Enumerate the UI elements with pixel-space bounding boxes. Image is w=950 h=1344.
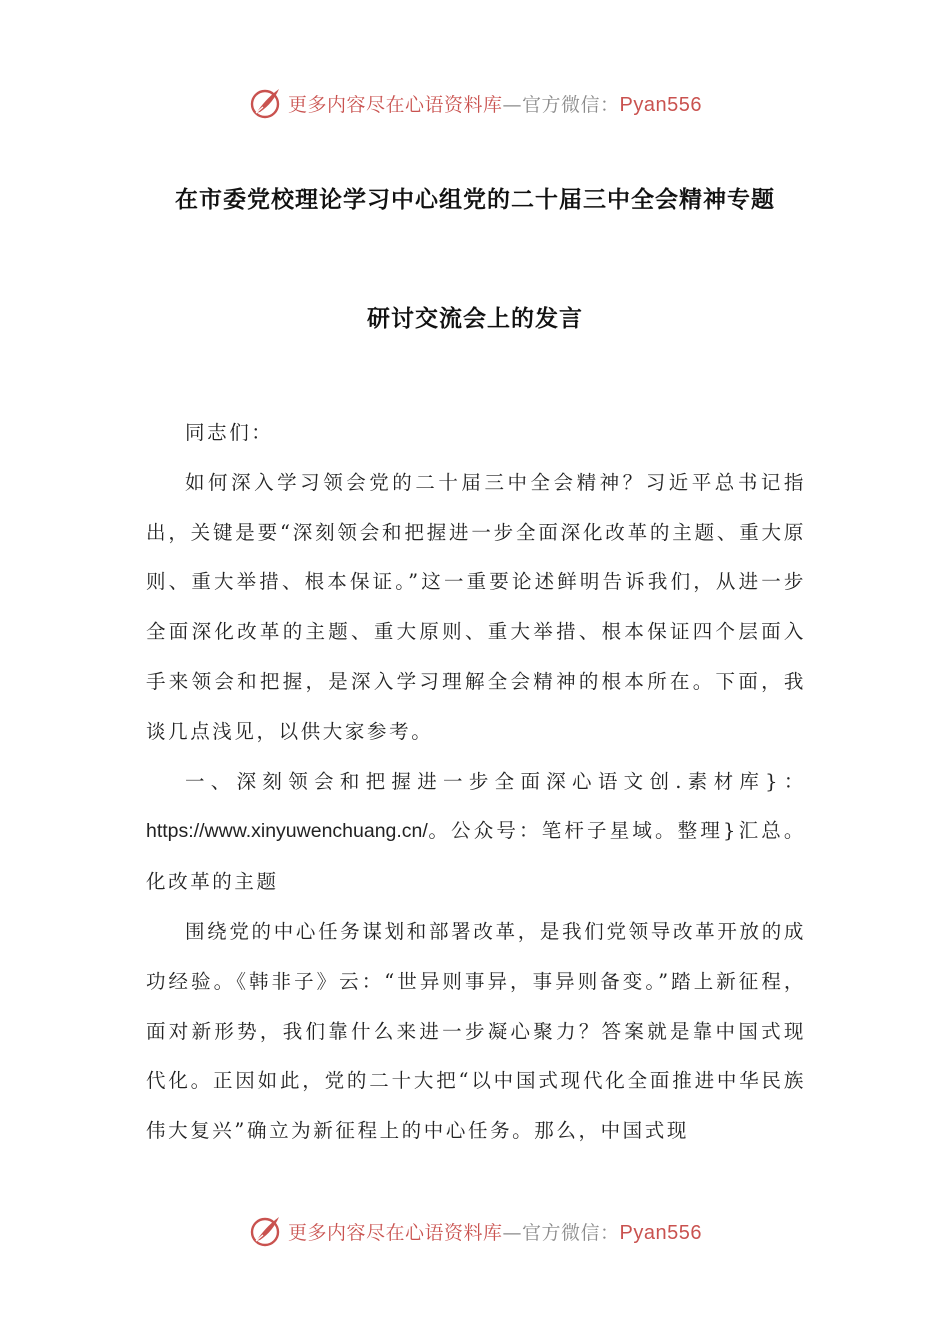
watermark-wechat-label: 官方微信：: [522, 1221, 620, 1244]
watermark-library: 更多内容尽在心语资料库: [288, 1221, 503, 1244]
website-link[interactable]: https://www.xinyuwenchuang.cn/: [146, 820, 428, 843]
section-heading-text-cont: 。公众号：笔杆子星域。整理}汇总。化改革的主题: [146, 819, 806, 894]
watermark-separator: —: [502, 93, 523, 116]
salutation: 同志们：: [185, 421, 274, 444]
watermark-banner-top: [0, 83, 950, 123]
watermark-text: [288, 1218, 702, 1245]
quill-logo-icon: [248, 1213, 284, 1249]
quill-logo-icon: [248, 85, 284, 121]
document-title-line-1: 在市委党校理论学习中心组党的二十届三中全会精神专题: [175, 187, 775, 213]
watermark-wechat-id: Pyan556: [619, 93, 702, 116]
watermark-wechat-label: 官方微信：: [522, 93, 620, 116]
document-title-line-2: 研讨交流会上的发言: [367, 306, 583, 332]
watermark-banner-bottom: [0, 1211, 950, 1251]
document-body: [146, 408, 806, 1156]
watermark-wechat-id: Pyan556: [619, 1221, 702, 1244]
paragraph-intro: 如何深入学习领会党的二十届三中全会精神？习近平总书记指出，关键是要“深刻领会和把握进一步全面深化改革的主题、重大原则、重大举措、根本保证。”这一重要论述鲜明告诉我们，从进一步全面深化改革的主题、重大原则、重大举措、根本保证四个层面入手来领会和把握，是深入学习理解全会精神的根本所在。下面，我谈几点浅见，以供大家参考。: [146, 470, 806, 743]
watermark-library: 更多内容尽在心语资料库: [288, 93, 503, 116]
watermark-separator: —: [502, 1221, 523, 1244]
section-heading-text: 一、深刻领会和把握进一步全面深心语文创.素材库}：: [185, 769, 806, 793]
paragraph-section-heading: [146, 757, 806, 907]
watermark-text: [288, 90, 702, 117]
paragraph-body: 围绕党的中心任务谋划和部署改革，是我们党领导改革开放的成功经验。《韩非子》云：“世异则事异，事异则备变。”踏上新征程，面对新形势，我们靠什么来进一步凝心聚力？答案就是靠中国式现代化。正因如此，党的二十大把“以中国式现代化全面推进中华民族伟大复兴”确立为新征程上的中心任务。那么，中国式现: [146, 919, 806, 1143]
